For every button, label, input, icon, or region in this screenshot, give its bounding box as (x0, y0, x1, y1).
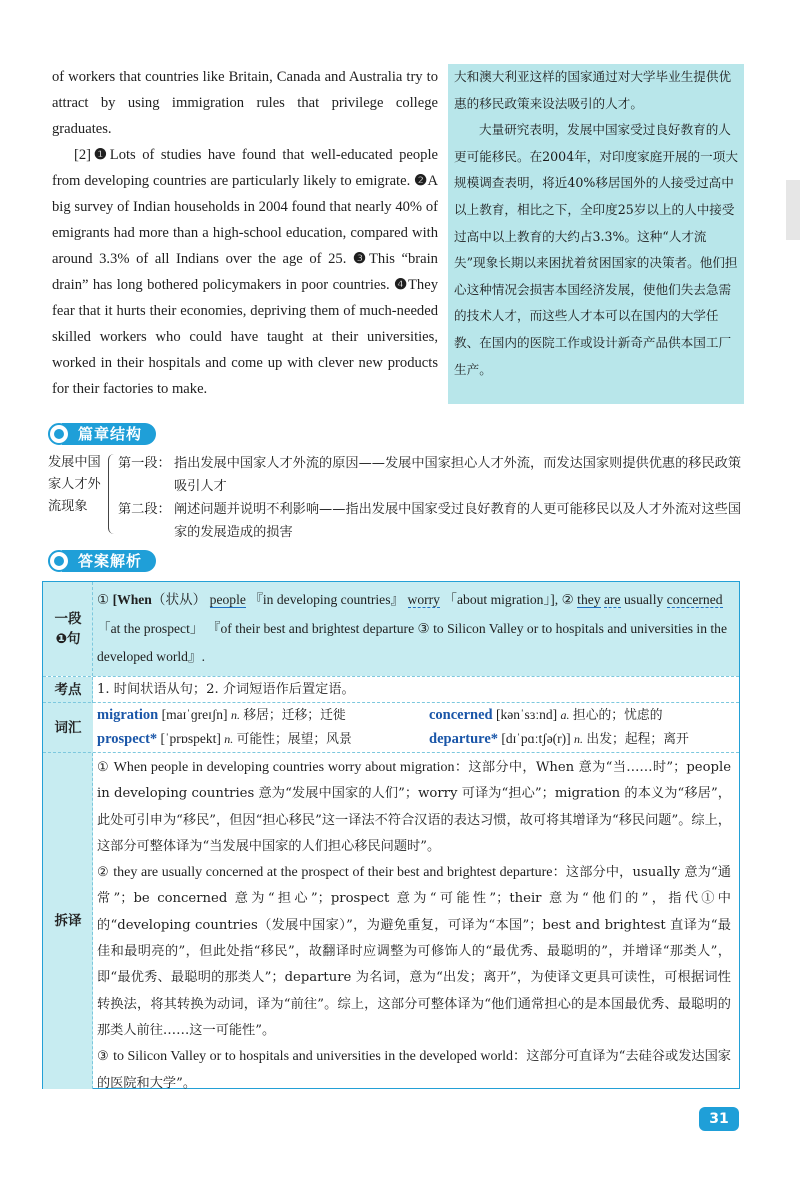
vocab-item (429, 703, 662, 728)
kaodian-label: 考点 (43, 677, 93, 703)
vocab-pos: n. (224, 732, 234, 746)
vocab-phonetic: [ˈprɒspekt] (160, 731, 221, 746)
sentence-2: A big survey of Indian households in 2004 found that nearly 40% of emigrants had more than a high-school education, compared with around 3.3% of all Indians over the age of 25. (52, 173, 439, 267)
chaiyi-row (43, 752, 739, 1089)
vocab-meaning: 出发；起程；离开 (586, 732, 689, 747)
sentence-1: Lots of studies have found that well-educated people from developing countries are particularly likely to emigrate. (52, 147, 438, 189)
vocab-phonetic: [dɪˈpɑːtʃə(r)] (501, 731, 571, 746)
when-clause-open: [When (112, 592, 152, 607)
chaiyi-part-1 (97, 755, 731, 860)
structure-item-text: 指出发展中国家人才外流的原因——发展中国家担心人才外流，而发达国家则提供优惠的移民政策吸引人才 (174, 456, 742, 494)
sentence-structure (97, 586, 731, 672)
paragraph-2 (52, 142, 438, 402)
chinese-translation-box (448, 64, 744, 404)
sentence-label: ❶句 (55, 631, 81, 647)
structure-header-label: 篇章结构 (62, 423, 156, 445)
vocab-word: prospect (97, 731, 150, 747)
clause-marker-3: ③ (417, 620, 430, 636)
translation-paragraph-1: 大和澳大利亚这样的国家通过对大学毕业生提供优惠的移民政策来设法吸引的人才。 (454, 69, 732, 111)
vocab-pos: n. (574, 732, 584, 746)
vocab-row (43, 702, 739, 753)
chaiyi-text (97, 755, 731, 1097)
vocab-item (429, 727, 689, 752)
analysis-table (42, 581, 740, 1089)
part-explanation: ：这部分中，When 意为“当……时”；people in developing countries 意为“发展中国家的人们”；worry 可译为“担心”；migration 的本义为“移居”，此处可引申为“移民”，但因“担心移民”这一译法不符合汉语的表达习惯，故可将其增译为“移民问题”。综上，这部分可整体译为“当发展中国家的人们担心移民问题时”。 (97, 760, 732, 854)
sentence-marker-2: ❷ (414, 173, 428, 189)
vocab-meaning: 可能性；展望；风景 (236, 732, 352, 747)
modifier-3: 「at the prospect」 (97, 620, 204, 636)
sentence-row (43, 582, 739, 676)
predicate-concerned: concerned (666, 592, 723, 607)
structure-items (118, 452, 748, 544)
subject-people: people (209, 592, 246, 607)
chaiyi-label: 拆译 (43, 753, 93, 1089)
part-english: When people in developing countries worry about migration (113, 760, 455, 775)
vocab-word: migration (97, 707, 159, 723)
modifier-5: to Silicon Valley or to hospitals and universities in the developed world』. (97, 620, 727, 664)
part-explanation: ：这部分可直译为“去硅谷或发达国家的医院和大学”。 (97, 1049, 731, 1091)
sentence-marker-1: ❶ (91, 147, 110, 163)
kaodian-text: 1. 时间状语从句；2. 介词短语作后置定语。 (97, 682, 355, 697)
translation-paragraph-2: 大量研究表明，发展中国家受过良好教育的人更可能移民。在2004年，对印度家庭开展的一项大规模调查表明，将近40%移居国外的人接受过高中以上教育，相比之下，全印度25岁以上的人中接受过高中以上教育的大约占3.3%。这种“人才流失”现象长期以来困扰着贫困国家的决策者。他们担心这种情况会损害本国经济发展，使他们失去急需的技术人才，而这些人才本可以在国内的大学任教、在国内的医院工作或设计新奇产品供本国工厂生产。 (454, 122, 738, 377)
part-explanation: ：这部分中，usually 意为“通常”；be concerned 意为“担心”；prospect 意为“可能性”；their 意为“他们的”，指代①中的“developing countries（发展中国家）”，为避免重复，可译为“本国”；best and brightest 直译为“最佳和最明亮的”，但此处指“移民”，故翻译时应调整为可修饰人的“最优秀、最聪明的”，并增译“那类人”，即“最优秀、最聪明的那类人”；departure 为名词，意为“出发；离开”，为使译文更具可读性，可根据词性转换法，将其转换为动词，译为“前往”。综上，这部分可整体译为“他们通常担心的是本国最优秀、最聪明的那类人前往……这一可能性”。 (97, 865, 731, 1038)
modifier-2: 「about migration」 (443, 592, 551, 607)
part-english: to Silicon Valley or to hospitals and universities in the developed world (113, 1049, 514, 1065)
clause-note: （状从） (151, 592, 207, 607)
verb-are: are (603, 592, 621, 607)
clause-close: ], (550, 592, 559, 607)
sentence-marker-3: ❸ (352, 251, 369, 267)
vocab-pos: a. (560, 708, 570, 722)
structure-item-text: 阐述问题并说明不利影响——指出发展中国家受过良好教育的人更可能移民以及人才外流对这些国家的发展造成的损害 (174, 502, 742, 540)
vocab-star: * (149, 731, 158, 747)
page-edge-tab (786, 180, 800, 240)
verb-worry: worry (407, 592, 440, 607)
vocab-item (97, 703, 346, 728)
vocab-list (97, 703, 731, 753)
vocab-phonetic: [kənˈsɜːnd] (496, 707, 558, 722)
chaiyi-part-2 (97, 860, 731, 1044)
adverb-usually: usually (624, 592, 664, 607)
paragraph-number: [2] (74, 147, 92, 163)
paragraph-1-continuation: of workers that countries like Britain, Canada and Australia try to attract by using immigration rules that privilege college graduates. (52, 69, 438, 137)
clause-marker-1: ① (97, 592, 110, 607)
sentence-marker-4: ❹ (394, 277, 408, 293)
structure-item-label: 第一段： (118, 456, 171, 471)
sentence-row-label (43, 582, 93, 676)
modifier-1: 『in developing countries』 (249, 592, 405, 607)
part-marker: ③ (97, 1049, 109, 1065)
subject-they: they (577, 592, 601, 607)
vocab-star: * (490, 731, 499, 747)
vocab-pos: n. (230, 708, 240, 722)
modifier-4: 『of their best and brightest departure (206, 620, 415, 636)
structure-item-2 (118, 498, 748, 544)
vocab-item (97, 727, 352, 752)
vocab-word: departure (429, 731, 491, 747)
chaiyi-part-3 (97, 1044, 731, 1097)
analysis-header (48, 549, 156, 573)
structure-item-1 (118, 452, 748, 498)
part-marker: ② (97, 865, 109, 881)
structure-topic: 发展中国家人才外流现象 (48, 455, 101, 514)
sentence-3: This “brain drain” has long bothered policymakers in poor countries. (52, 251, 438, 293)
page-number: 31 (699, 1107, 739, 1131)
clause-marker-2: ② (561, 592, 574, 607)
vocab-word: concerned (429, 707, 493, 723)
part-english: they are usually concerned at the prospect of their best and brightest departure (113, 865, 553, 881)
search-icon (48, 423, 70, 445)
structure-header (48, 422, 156, 446)
vocab-phonetic: [maɪˈɡreɪʃn] (161, 707, 228, 722)
part-marker: ① (97, 760, 110, 775)
structure-item-label: 第二段： (118, 502, 171, 517)
search-icon (48, 550, 70, 572)
analysis-header-label: 答案解析 (62, 550, 156, 572)
kaodian-row (43, 676, 739, 703)
vocab-label: 词汇 (43, 703, 93, 753)
english-passage (52, 64, 438, 402)
vocab-meaning: 移居；迁移；迁徙 (243, 708, 346, 723)
structure-brace (108, 454, 115, 534)
sentence-4: They fear that it hurts their economies, depriving them of much-needed skilled workers who could have taught at their universities, worked in their hospitals and come up with clever new products for their factories to make. (52, 277, 438, 397)
vocab-meaning: 担心的；忧虑的 (572, 708, 663, 723)
paragraph-label: 一段 (54, 611, 82, 627)
